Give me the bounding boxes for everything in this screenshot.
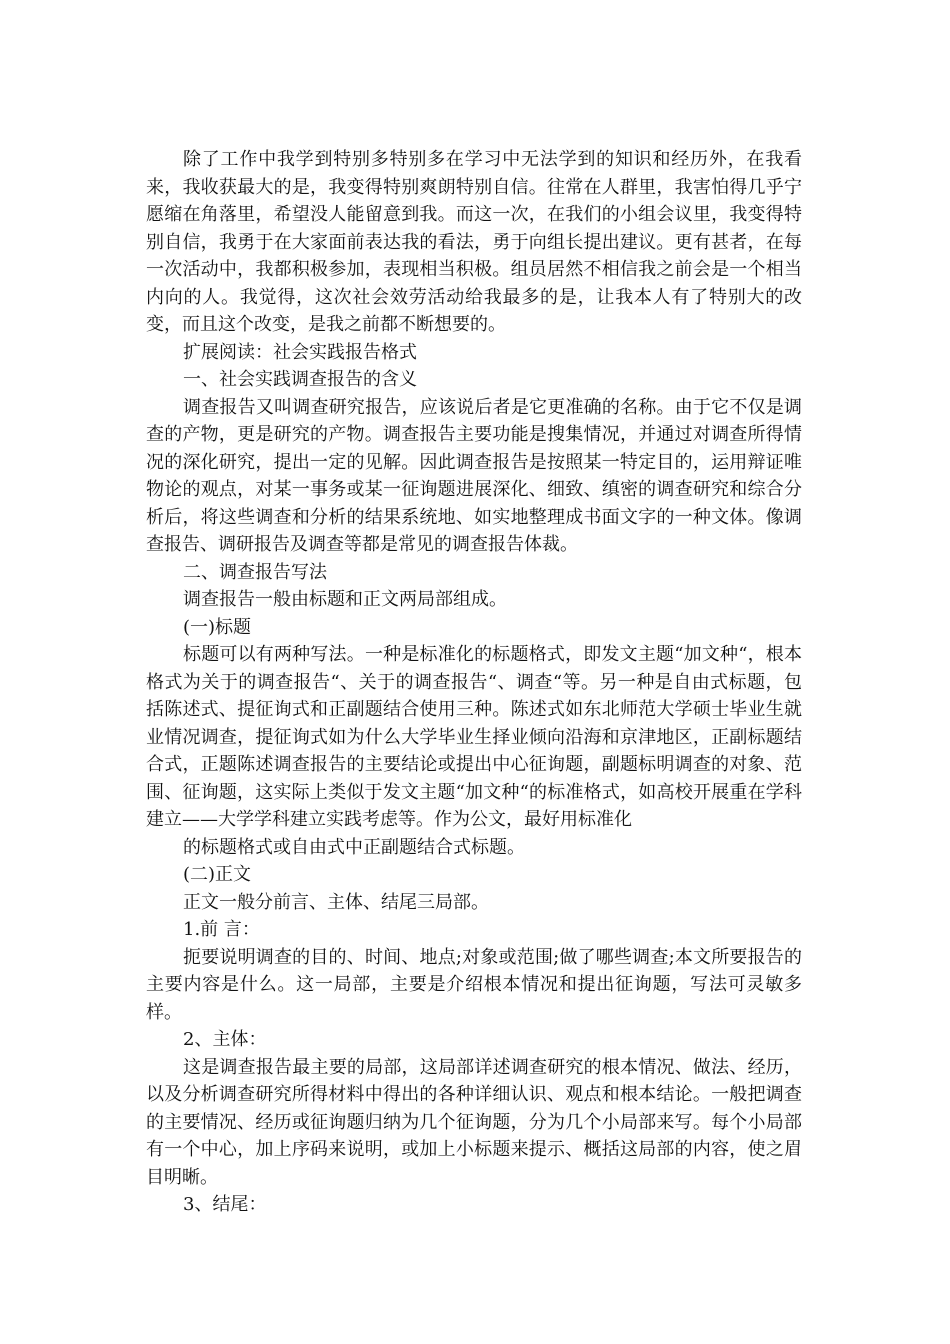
paragraph-structure: 调查报告一般由标题和正文两局部组成。 — [183, 589, 507, 610]
subheading-preface: 1.前 言： — [183, 919, 260, 940]
section-heading-writing-method: 二、调查报告写法 — [183, 561, 327, 583]
subheading-title: (一)标题 — [183, 616, 252, 638]
paragraph-body-parts: 正文一般分前言、主体、结尾三局部。 — [183, 891, 489, 913]
section-heading-definition: 一、社会实践调查报告的含义 — [183, 369, 417, 390]
subheading-body: (二)正文 — [183, 864, 252, 885]
subheading-main-part: 2、主体： — [183, 1029, 267, 1050]
paragraph-title-methods: 标题可以有两种写法。一种是标准化的标题格式，即发文主题“加文种“，根本格式为关于的调查报告“、关于的调查报告“、调查“等。另一种是自由式标题，包括陈述式、提征询式和正副题结合使用三种。陈述式如东北师范大学硕士毕业生就业情况调查，提征询式如为什么大学毕业生择业倾向沿海和京津地区，正副标题结合式，正题陈述调查报告的主要结论或提出中心征询题，副题标明调查的对象、范围、征询题，这实际上类似于发文主题“加文种“的标准格式，如高校开展重在学科建立——大学学科建立实践考虑等。作为公文，最好用标准化 — [146, 644, 802, 830]
paragraph-preface: 扼要说明调查的目的、时间、地点;对象或范围;做了哪些调查;本文所要报告的主要内容是什么。这一局部，主要是介绍根本情况和提出征询题，写法可灵敏多样。 — [146, 946, 802, 1023]
paragraph-main-part: 这是调查报告最主要的局部，这局部详述调查研究的根本情况、做法、经历，以及分析调查研究所得材料中得出的各种详细认识、观点和根本结论。一般把调查的主要情况、经历或征询题归纳为几个征询题，分为几个小局部来写。每个小局部有一个中心，加上序码来说明，或加上小标题来提示、概括这局部的内容，使之眉目明晰。 — [146, 1056, 802, 1188]
subheading-ending: 3、结尾： — [183, 1194, 267, 1215]
extended-reading-heading: 扩展阅读：社会实践报告格式 — [183, 341, 417, 363]
paragraph-personal-growth: 除了工作中我学到特别多特别多在学习中无法学到的知识和经历外，在我看来，我收获最大的是，我变得特别爽朗特别自信。往常在人群里，我害怕得几乎宁愿缩在角落里，希望没人能留意到我。而这一次，在我们的小组会议里，我变得特别自信，我勇于在大家面前表达我的看法，勇于向组长提出建议。更有甚者，在每一次活动中，我都积极参加，表现相当积极。组员居然不相信我之前会是一个相当内向的人。我觉得，这次社会效劳活动给我最多的是，让我本人有了特别大的改变，而且这个改变，是我之前都不断想要的。 — [146, 149, 802, 335]
paragraph-definition: 调查报告又叫调查研究报告，应该说后者是它更准确的名称。由于它不仅是调查的产物，更是研究的产物。调查报告主要功能是搜集情况，并通过对调查所得情况的深化研究，提出一定的见解。因此调查报告是按照某一特定目的，运用辩证唯物论的观点，对某一事务或某一征询题进展深化、细致、缜密的调查研究和综合分析后，将这些调查和分析的结果系统地、如实地整理成书面文字的一种文体。像调查报告、调研报告及调查等都是常见的调查报告体裁。 — [146, 396, 802, 555]
paragraph-title-continued: 的标题格式或自由式中正副题结合式标题。 — [183, 836, 525, 858]
document-body — [146, 146, 802, 1219]
